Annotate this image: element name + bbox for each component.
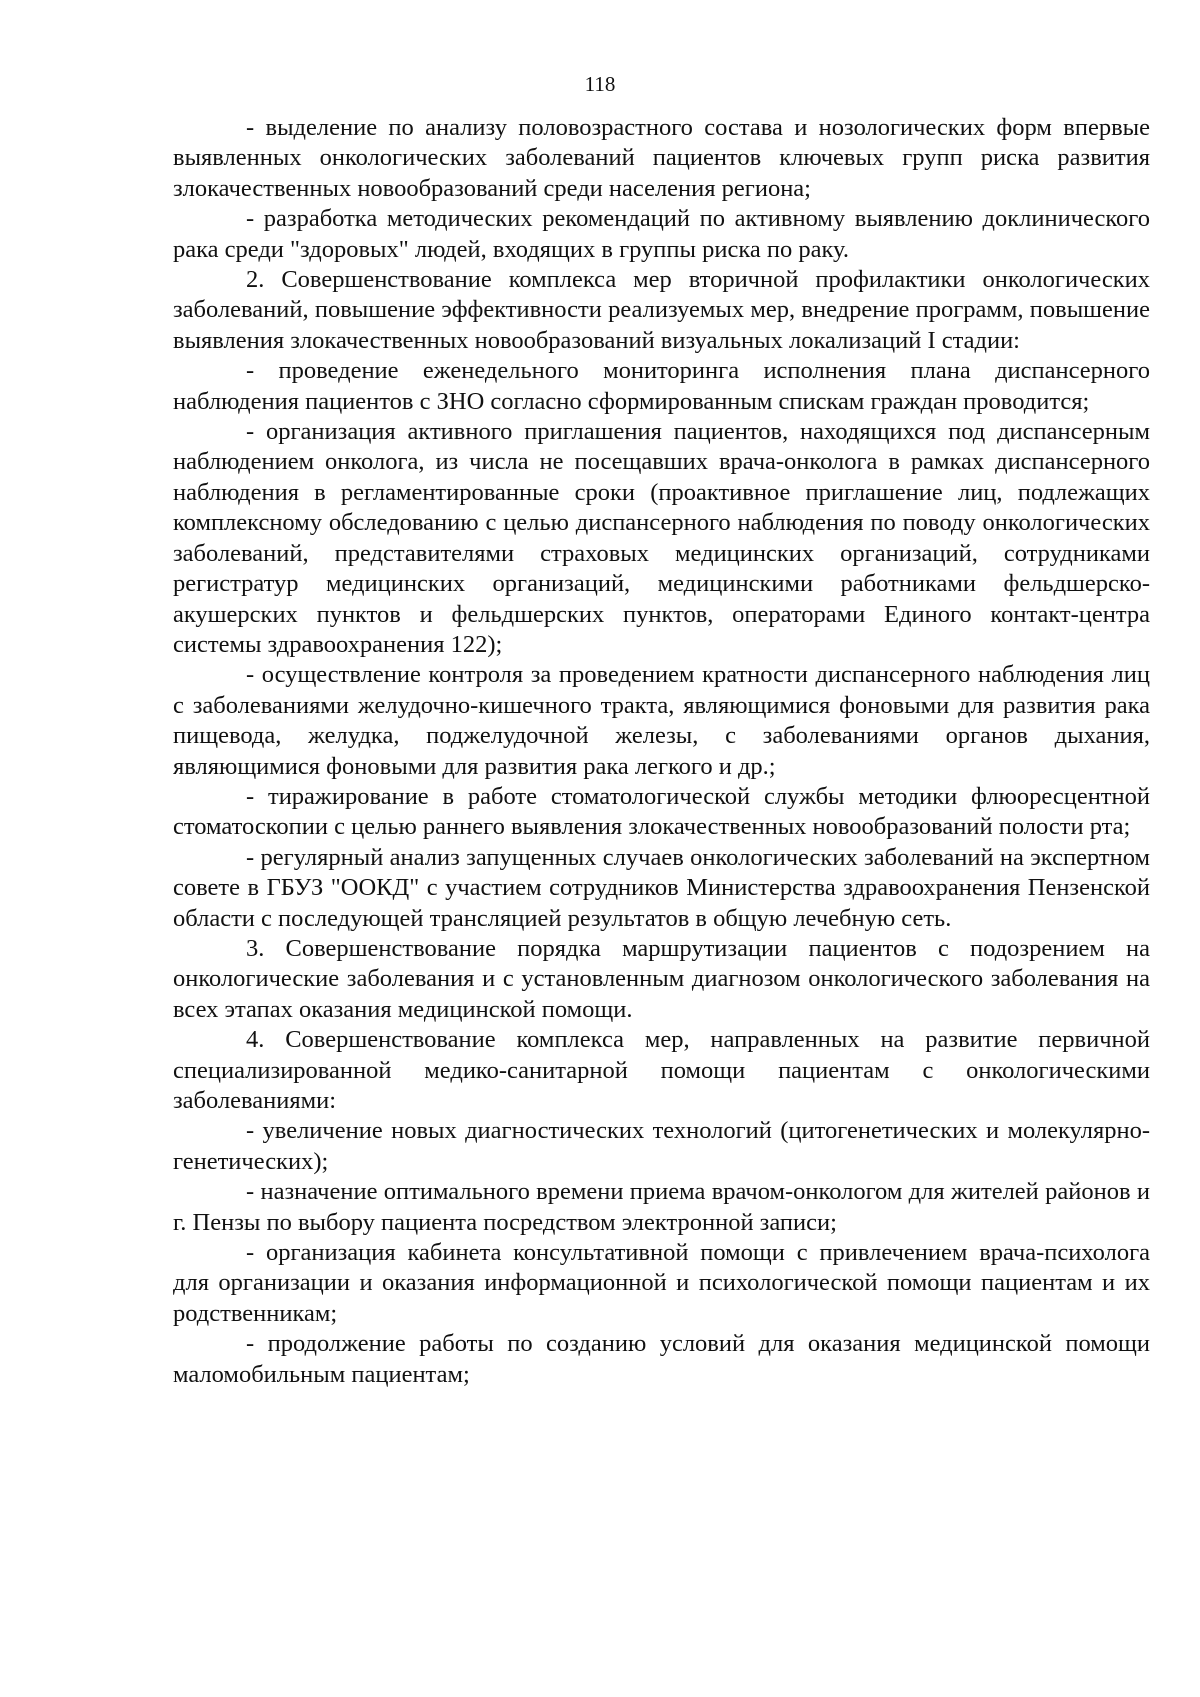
- paragraph: - регулярный анализ запущенных случаев онкологических заболеваний на экспертном совете в ГБУЗ "ООКД" с участием сотрудников Министерства здравоохранения Пензенской области с последующей трансляцией результатов в общую лечебную сеть.: [173, 843, 1150, 932]
- paragraph: - разработка методических рекомендаций по активному выявлению доклинического рака среди "здоровых" людей, входящих в группы риска по раку.: [173, 205, 1150, 263]
- paragraph: - организация активного приглашения пациентов, находящихся под диспансерным наблюдением онколога, из числа не посещавших врача-онколога в рамках диспансерного наблюдения в регламентированные сроки (проактивное приглашение лиц, подлежащих комплексному обследованию с целью диспансерного наблюдения по поводу онкологических заболеваний, представителями страховых медицинских организаций, сотрудниками регистратур медицинских организаций, медицинскими работниками фельдшерско-акушерских пунктов и фельдшерских пунктов, операторами Единого контакт-центра системы здравоохранения 122);: [173, 418, 1150, 658]
- document-body: [173, 113, 1150, 1390]
- paragraph: - тиражирование в работе стоматологической службы методики флюоресцентной стоматоскопии с целью раннего выявления злокачественных новообразований полости рта;: [173, 782, 1150, 841]
- paragraph: - осуществление контроля за проведением кратности диспансерного наблюдения лиц с заболеваниями желудочно-кишечного тракта, являющимися фоновыми для развития рака пищевода, желудка, поджелудочной железы, с заболеваниями органов дыхания, являющимися фоновыми для развития рака легкого и др.;: [173, 661, 1150, 780]
- page-number: 118: [584, 72, 616, 96]
- paragraph: 3. Совершенствование порядка маршрутизации пациентов с подозрением на онкологические заболевания и с установленным диагнозом онкологического заболевания на всех этапах оказания медицинской помощи.: [173, 934, 1150, 1023]
- paragraph: - увеличение новых диагностических технологий (цитогенетических и молекулярно-генетических);: [173, 1117, 1150, 1175]
- paragraph: - продолжение работы по созданию условий для оказания медицинской помощи маломобильным пациентам;: [173, 1330, 1150, 1388]
- paragraph: - проведение еженедельного мониторинга исполнения плана диспансерного наблюдения пациентов с ЗНО согласно сформированным спискам граждан проводится;: [173, 357, 1150, 415]
- paragraph: - назначение оптимального времени приема врачом-онкологом для жителей районов и г. Пензы по выбору пациента посредством электронной записи;: [173, 1178, 1150, 1236]
- paragraph: - организация кабинета консультативной помощи с привлечением врача-психолога для организации и оказания информационной и психологической помощи пациентам и их родственникам;: [173, 1239, 1150, 1327]
- paragraph: 2. Совершенствование комплекса мер вторичной профилактики онкологических заболеваний, повышение эффективности реализуемых мер, внедрение программ, повышение выявления злокачественных новообразований визуальных локализаций I стадии:: [173, 266, 1150, 354]
- paragraph: - выделение по анализу половозрастного состава и нозологических форм впервые выявленных онкологических заболеваний пациентов ключевых групп риска развития злокачественных новообразований среди населения региона;: [173, 114, 1150, 202]
- paragraph: 4. Совершенствование комплекса мер, направленных на развитие первичной специализированной медико-санитарной помощи пациентам с онкологическими заболеваниями:: [173, 1026, 1150, 1114]
